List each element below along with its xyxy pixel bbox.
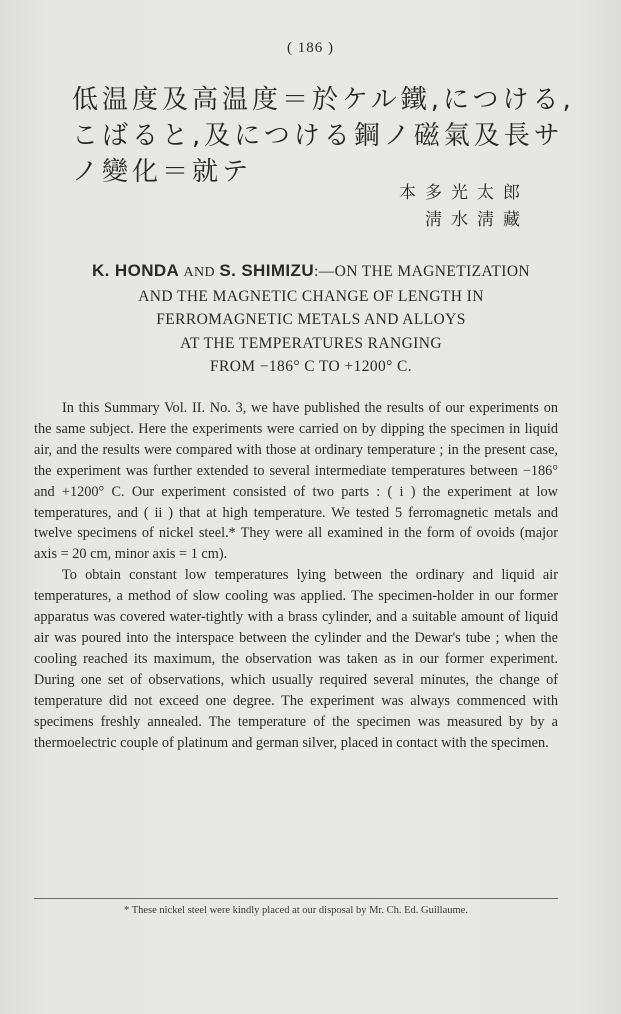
title-text: :—ON THE MAGNETIZATION [314,263,531,280]
japanese-authors [329,180,529,234]
japanese-title-line: ノ變化＝就テ [72,157,253,187]
paragraph: In this Summary Vol. II. No. 3, we have published the results of our experiments on the same subject. Here the experiments were carried on by dipping the specimen in liquid air, and the results were compared with those at ordinary temperature ; in the present case, the experiment was further extended to several intermediate temperatures between −186° and +1200° C. Our experiment consisted of two parts : ( i ) the experiment at low temperatures, and ( ii ) that at high temperature. We tested 5 ferromagnetic metals and twelve specimens of nickel steel.* They were all examined in the form of ovoids (major axis = 20 cm, minor axis = 1 cm). [34,400,558,563]
japanese-author: 本多光太郎 [399,183,529,203]
page-number: ( 186 ) [287,40,334,56]
english-title-line: FERROMAGNETIC METALS AND ALLOYS [156,311,466,328]
paragraph: To obtain constant low temperatures lying between the ordinary and liquid air temperatures, a method of slow cooling was applied. The specimen-holder in our former apparatus was covered water-tightly with a brass cylinder, and a suitable amount of liquid air was poured into the interspace between the cylinder and the Dewar's tube ; when the cooling reached its maximum, the observation was taken as in our former experiment. During one set of observations, which usually required several minutes, the change of temperature did not exceed one degree. The experiment was always commenced with specimens freshly annealed. The temperature of the specimen was measured by by a thermoelectric couple of platinum and german silver, placed in contact with the specimen. [34,567,558,751]
title-conjunction: AND [183,265,216,280]
japanese-title-line: こばると,及につける鋼ノ磁氣及長サ [72,121,564,151]
english-title [26,259,596,379]
english-title-line: FROM −186° C TO +1200° C. [209,358,413,375]
author-shimizu: S. SHIMIZU [219,261,314,280]
english-title-line: AT THE TEMPERATURES RANGING [180,334,442,352]
japanese-title-line: 低温度及高温度＝於ケル鐵,につける, [72,85,575,115]
author-honda: K. HONDA [91,261,180,280]
english-title-line: AND THE MAGNETIC CHANGE OF LENGTH IN [138,287,484,305]
footnote-divider [34,898,558,899]
footnote: * These nickel steel were kindly placed at our disposal by Mr. Ch. Ed. Guillaume. [124,905,468,916]
english-title-line [26,259,596,285]
body-text [34,398,558,753]
japanese-title [72,82,575,190]
japanese-author: 淸水淸藏 [425,210,529,230]
